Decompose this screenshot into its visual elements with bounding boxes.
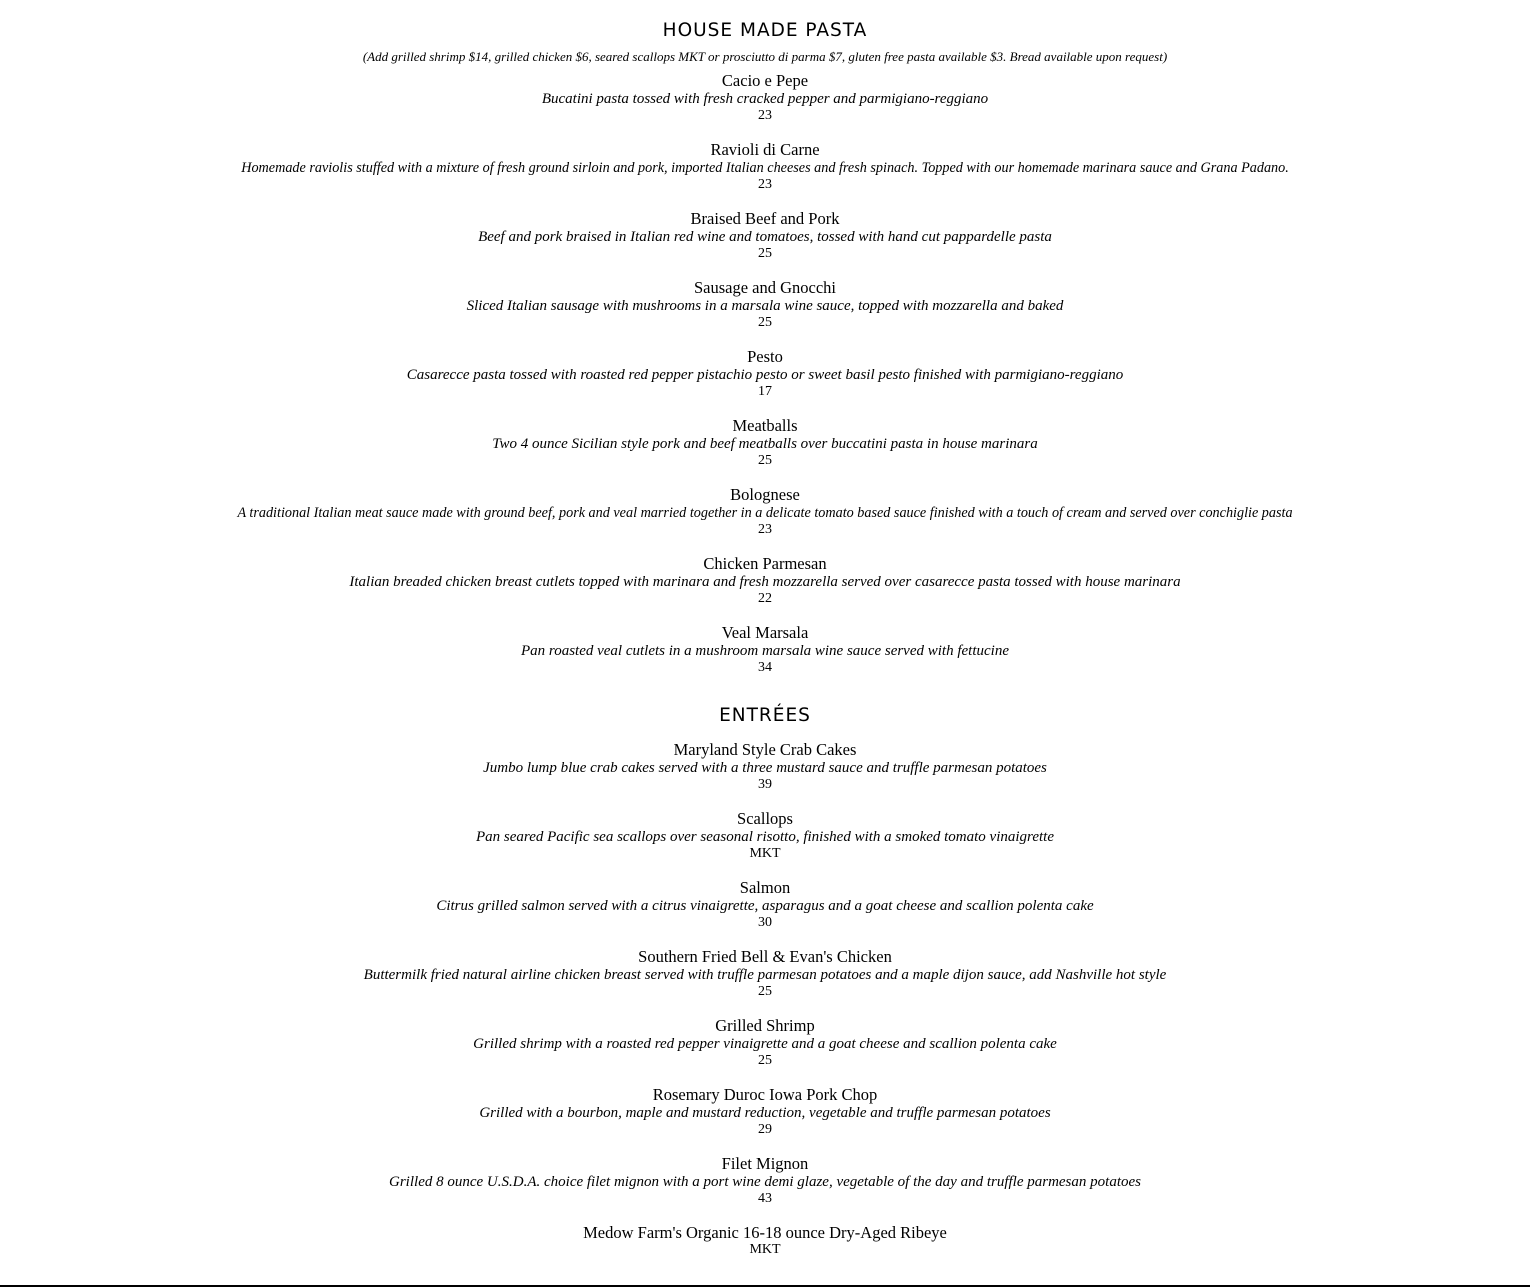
item-description: Pan roasted veal cutlets in a mushroom marsala wine sauce served with fettucine bbox=[521, 643, 1009, 659]
item-price: 29 bbox=[758, 1122, 772, 1137]
menu-item bbox=[0, 417, 1530, 486]
item-name: Cacio e Pepe bbox=[721, 71, 809, 90]
menu-item bbox=[0, 1224, 1530, 1287]
entrees-section bbox=[0, 703, 1530, 1287]
item-price: 39 bbox=[758, 777, 772, 792]
item-description: Two 4 ounce Sicilian style pork and beef meatballs over buccatini pasta in house marinara bbox=[492, 436, 1038, 452]
item-name: Meatballs bbox=[732, 416, 798, 435]
menu-item bbox=[0, 141, 1530, 210]
item-price: 17 bbox=[758, 384, 772, 399]
item-price: 25 bbox=[758, 453, 772, 468]
item-description: Grilled shrimp with a roasted red pepper vinaigrette and a goat cheese and scallion polenta cake bbox=[473, 1036, 1057, 1052]
menu-item bbox=[0, 741, 1530, 810]
item-name: Veal Marsala bbox=[721, 623, 809, 642]
item-description: Bucatini pasta tossed with fresh cracked pepper and parmigiano-reggiano bbox=[541, 91, 989, 107]
entrees-item-list bbox=[0, 741, 1530, 1287]
menu-item bbox=[0, 1086, 1530, 1155]
item-name: Maryland Style Crab Cakes bbox=[673, 740, 857, 759]
menu-item bbox=[0, 210, 1530, 279]
menu-item bbox=[0, 948, 1530, 1017]
pasta-item-list bbox=[0, 72, 1530, 693]
item-name: Grilled Shrimp bbox=[715, 1016, 815, 1035]
item-description: Pan seared Pacific sea scallops over seasonal risotto, finished with a smoked tomato vinaigrette bbox=[476, 829, 1054, 845]
item-description: Grilled 8 ounce U.S.D.A. choice filet mignon with a port wine demi glaze, vegetable of the day and truffle parmesan potatoes bbox=[389, 1174, 1141, 1190]
item-description: Sliced Italian sausage with mushrooms in a marsala wine sauce, topped with mozzarella and baked bbox=[466, 298, 1064, 314]
item-price: 22 bbox=[758, 591, 772, 606]
item-description: Citrus grilled salmon served with a citrus vinaigrette, asparagus and a goat cheese and scallion polenta cake bbox=[436, 898, 1094, 914]
item-price: 23 bbox=[758, 108, 772, 123]
pasta-section-note: (Add grilled shrimp $14, grilled chicken $6, seared scallops MKT or prosciutto di parma $7, gluten free pasta available $3. Bread available upon request) bbox=[362, 49, 1168, 64]
item-description: Buttermilk fried natural airline chicken breast served with truffle parmesan potatoes and a maple dijon sauce, add Nashville hot style bbox=[363, 967, 1167, 983]
item-name: Rosemary Duroc Iowa Pork Chop bbox=[652, 1085, 878, 1104]
item-description: Grilled with a bourbon, maple and mustard reduction, vegetable and truffle parmesan potatoes bbox=[479, 1105, 1051, 1121]
item-name: Chicken Parmesan bbox=[703, 554, 827, 573]
item-name: Filet Mignon bbox=[721, 1154, 809, 1173]
item-price: MKT bbox=[749, 1242, 781, 1257]
item-price: 23 bbox=[758, 177, 772, 192]
menu-item bbox=[0, 879, 1530, 948]
menu-item bbox=[0, 486, 1530, 555]
item-price: 25 bbox=[758, 246, 772, 261]
item-name: Medow Farm's Organic 16-18 ounce Dry-Aged Ribeye bbox=[583, 1223, 947, 1242]
item-price: 43 bbox=[758, 1191, 772, 1206]
item-price: 30 bbox=[758, 915, 772, 930]
item-description: Italian breaded chicken breast cutlets topped with marinara and fresh mozzarella served over casarecce pasta tossed with house marinara bbox=[349, 574, 1181, 590]
item-price: MKT bbox=[749, 846, 781, 861]
item-description: Jumbo lump blue crab cakes served with a three mustard sauce and truffle parmesan potatoes bbox=[483, 760, 1047, 776]
item-description: Casarecce pasta tossed with roasted red pepper pistachio pesto or sweet basil pesto finished with parmigiano-reggiano bbox=[406, 367, 1124, 383]
menu-item bbox=[0, 1017, 1530, 1086]
item-name: Sausage and Gnocchi bbox=[693, 278, 837, 297]
pasta-section bbox=[0, 18, 1530, 693]
item-price: 23 bbox=[758, 522, 772, 537]
item-description: A traditional Italian meat sauce made with ground beef, pork and veal married together in a delicate tomato based sauce finished with a touch of cream and served over conchiglie pasta bbox=[237, 505, 1293, 521]
section-spacer bbox=[0, 693, 1530, 703]
item-description: Beef and pork braised in Italian red wine and tomatoes, tossed with hand cut pappardelle pasta bbox=[478, 229, 1052, 245]
item-name: Braised Beef and Pork bbox=[690, 209, 840, 228]
pasta-section-title: HOUSE MADE PASTA bbox=[662, 20, 868, 41]
menu-item bbox=[0, 555, 1530, 624]
item-name: Southern Fried Bell & Evan's Chicken bbox=[638, 947, 892, 966]
item-name: Ravioli di Carne bbox=[710, 140, 820, 159]
item-price: 25 bbox=[758, 984, 772, 999]
item-name: Bolognese bbox=[730, 485, 800, 504]
item-description: Homemade raviolis stuffed with a mixture of fresh ground sirloin and pork, imported Italian cheeses and fresh spinach. Topped with our homemade marinara sauce and Grana Padano. bbox=[241, 160, 1289, 176]
item-name: Salmon bbox=[739, 878, 791, 897]
item-price: 25 bbox=[758, 315, 772, 330]
item-price: 25 bbox=[758, 1053, 772, 1068]
item-name: Scallops bbox=[737, 809, 793, 828]
menu-item bbox=[0, 624, 1530, 693]
item-name: Pesto bbox=[747, 347, 783, 366]
menu-item bbox=[0, 348, 1530, 417]
menu-item bbox=[0, 279, 1530, 348]
menu-item bbox=[0, 1155, 1530, 1224]
entrees-section-title: ENTRÉES bbox=[719, 705, 811, 726]
menu-item bbox=[0, 810, 1530, 879]
item-price: 34 bbox=[758, 660, 772, 675]
menu-item bbox=[0, 72, 1530, 141]
